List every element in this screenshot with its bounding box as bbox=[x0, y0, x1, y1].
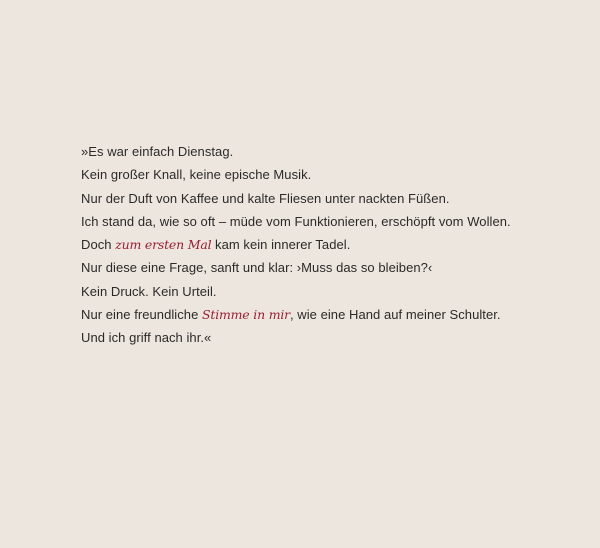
quote-line: Und ich griff nach ihr.« bbox=[81, 330, 212, 346]
quote-line: »Es war einfach Dienstag. bbox=[81, 144, 234, 159]
quote-line: Ich stand da, wie so oft – müde vom Funktionieren, erschöpft vom Wollen. bbox=[81, 213, 511, 229]
quote-line: Kein Druck. Kein Urteil. bbox=[81, 283, 217, 299]
quote-line-highlighted bbox=[81, 303, 581, 326]
line-text-after: , wie eine Hand auf meiner Schulter. bbox=[289, 307, 501, 323]
line-text-after: kam kein innerer Tadel. bbox=[211, 237, 351, 253]
quote-line: Kein großer Knall, keine epische Musik. bbox=[81, 167, 312, 183]
handwritten-highlight: zum ersten Mal bbox=[115, 237, 212, 253]
handwritten-highlight: Stimme in mir bbox=[202, 307, 290, 323]
quote-line: Nur der Duft von Kaffee und kalte Fliesen unter nackten Füßen. bbox=[81, 190, 450, 206]
quote-text bbox=[81, 140, 581, 350]
quote-line-highlighted bbox=[81, 233, 581, 256]
line-text-before: Nur eine freundliche bbox=[81, 307, 203, 323]
line-text-before: Doch bbox=[81, 237, 116, 253]
quote-line: Nur diese eine Frage, sanft und klar: ›Muss das so bleiben?‹ bbox=[81, 260, 433, 276]
